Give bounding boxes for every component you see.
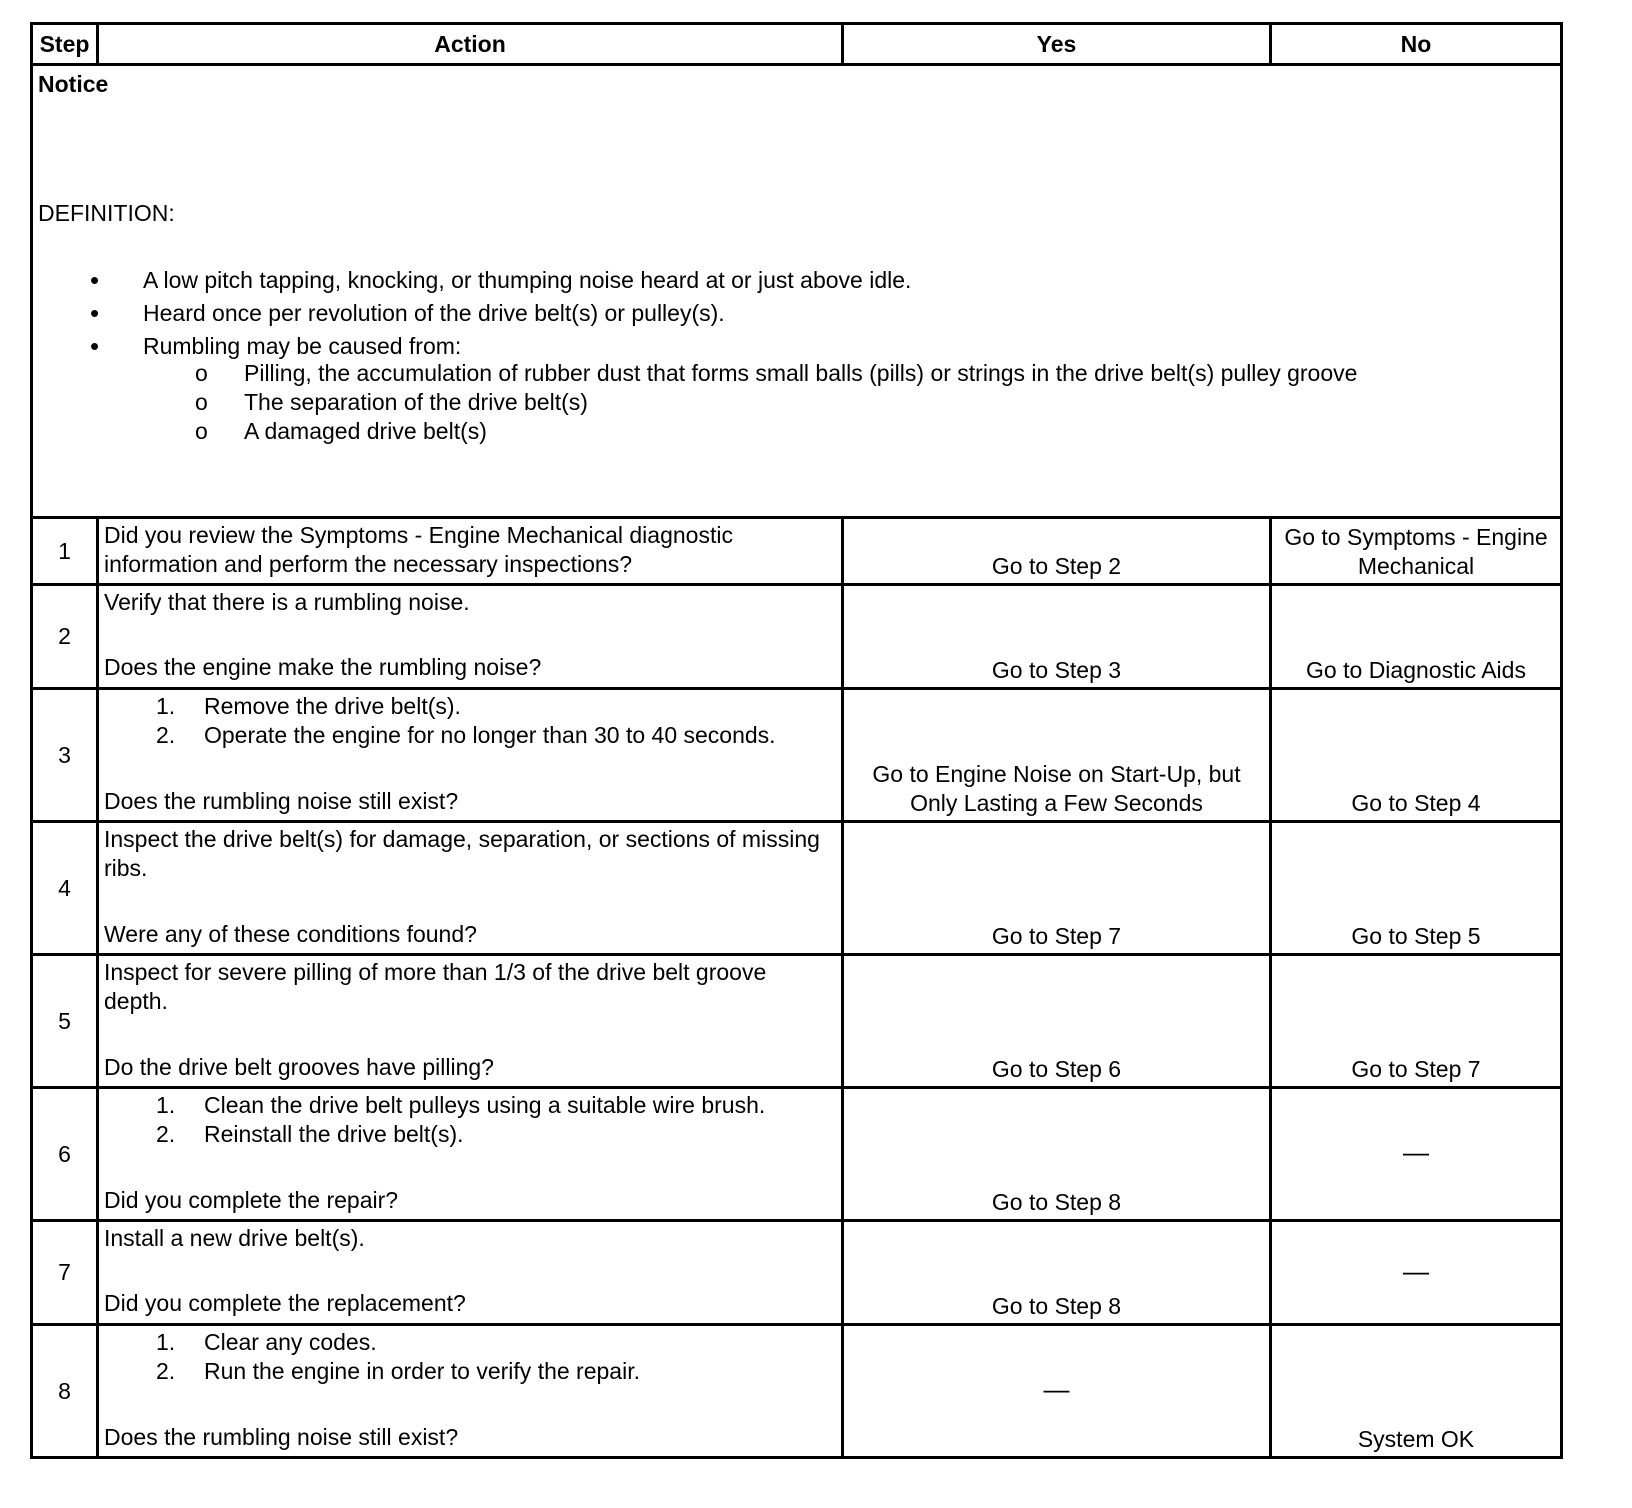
dash-mark: —: [1403, 1137, 1429, 1167]
sub-step: [104, 1091, 836, 1120]
action-cell: [98, 1221, 843, 1325]
action-question: Does the rumbling noise still exist?: [104, 788, 459, 814]
cause-list: [143, 359, 1555, 446]
sub-step: [104, 692, 836, 721]
dash-mark: —: [1403, 1255, 1429, 1286]
no-cell: [1271, 1221, 1562, 1325]
step-number: 1: [32, 518, 98, 585]
action-text: Inspect for severe pilling of more than 1/3 of the drive belt groove depth.: [104, 959, 767, 1014]
sub-step-list: [104, 1328, 836, 1386]
yes-cell: Go to Step 8: [843, 1221, 1271, 1325]
yes-cell: Go to Step 3: [843, 585, 1271, 689]
definition-bullets: [38, 264, 1555, 446]
sub-step-text: Reinstall the drive belt(s).: [204, 1121, 464, 1147]
yes-cell: Go to Engine Noise on Start-Up, but Only Lasting a Few Seconds: [843, 689, 1271, 822]
sub-bullet-item: o A damaged drive belt(s): [143, 417, 1555, 446]
step-row-1: [32, 518, 1562, 585]
action-cell: [98, 689, 843, 822]
no-cell: Go to Diagnostic Aids: [1271, 585, 1562, 689]
sub-step-text: Clear any codes.: [204, 1329, 377, 1355]
yes-cell: Go to Step 8: [843, 1088, 1271, 1221]
action-cell: [98, 955, 843, 1088]
step-number: 7: [32, 1221, 98, 1325]
action-cell: [98, 585, 843, 689]
no-cell: [1271, 1088, 1562, 1221]
bullet-item: • Heard once per revolution of the drive belt(s) or pulley(s).: [38, 297, 1555, 330]
sub-step-list: [104, 692, 836, 750]
sub-bullet-item: o The separation of the drive belt(s): [143, 388, 1555, 417]
sub-step-list: [104, 1091, 836, 1149]
notice-row: [32, 65, 1562, 518]
header-row: [32, 24, 1562, 65]
step-row-8: [32, 1325, 1562, 1458]
sub-step-text: Remove the drive belt(s).: [204, 693, 461, 719]
no-cell: Go to Step 5: [1271, 822, 1562, 955]
step-number: 2: [32, 585, 98, 689]
step-number: 8: [32, 1325, 98, 1458]
sub-step-number: 2.: [156, 1121, 176, 1147]
step-row-6: [32, 1088, 1562, 1221]
step-row-5: [32, 955, 1562, 1088]
step-row-3: [32, 689, 1562, 822]
no-cell: Go to Step 4: [1271, 689, 1562, 822]
yes-cell: Go to Step 7: [843, 822, 1271, 955]
sub-step-number: 2.: [156, 722, 176, 748]
notice-title: Notice: [38, 71, 109, 97]
header-yes: Yes: [843, 24, 1271, 65]
sub-step: [104, 721, 836, 750]
bullet-item: [38, 330, 1555, 446]
action-question: Did you complete the repair?: [104, 1187, 399, 1213]
sub-step-number: 1.: [156, 693, 176, 719]
step-row-2: [32, 585, 1562, 689]
action-cell: [98, 1088, 843, 1221]
sub-bullet-item: o Pilling, the accumulation of rubber dust that forms small balls (pills) or strings in the drive belt(s) pulley groove: [143, 359, 1555, 388]
sub-step-text: Operate the engine for no longer than 30 to 40 seconds.: [204, 722, 776, 748]
sub-step-number: 1.: [156, 1092, 176, 1118]
sub-step: [104, 1357, 836, 1386]
definition-label: DEFINITION:: [38, 200, 175, 226]
notice-cell: [32, 65, 1562, 518]
sub-step-text: Run the engine in order to verify the repair.: [204, 1358, 640, 1384]
yes-cell: Go to Step 6: [843, 955, 1271, 1088]
action-question: Do the drive belt grooves have pilling?: [104, 1054, 494, 1080]
sub-step-number: 2.: [156, 1358, 176, 1384]
no-cell: System OK: [1271, 1325, 1562, 1458]
header-step: Step: [32, 24, 98, 65]
header-action: Action: [98, 24, 843, 65]
no-cell: Go to Step 7: [1271, 955, 1562, 1088]
step-number: 3: [32, 689, 98, 822]
action-question: Did you complete the replacement?: [104, 1290, 466, 1316]
action-text: Install a new drive belt(s).: [104, 1225, 365, 1251]
diagnostic-table: [30, 22, 1563, 1459]
action-question: Does the engine make the rumbling noise?: [104, 654, 542, 680]
action-cell: [98, 518, 843, 585]
step-number: 6: [32, 1088, 98, 1221]
step-row-4: [32, 822, 1562, 955]
action-text: Inspect the drive belt(s) for damage, separation, or sections of missing ribs.: [104, 826, 820, 881]
step-number: 4: [32, 822, 98, 955]
step-row-7: [32, 1221, 1562, 1325]
action-text: Did you review the Symptoms - Engine Mechanical diagnostic information and perform the necessary inspections?: [104, 522, 733, 577]
action-question: Does the rumbling noise still exist?: [104, 1424, 459, 1450]
yes-cell: [843, 1325, 1271, 1458]
action-text: Verify that there is a rumbling noise.: [104, 589, 470, 615]
yes-cell: Go to Step 2: [843, 518, 1271, 585]
action-cell: [98, 1325, 843, 1458]
step-number: 5: [32, 955, 98, 1088]
dash-mark: —: [1043, 1374, 1070, 1404]
sub-step: [104, 1120, 836, 1149]
no-cell: Go to Symptoms - Engine Mechanical: [1271, 518, 1562, 585]
header-no: No: [1271, 24, 1562, 65]
action-cell: [98, 822, 843, 955]
sub-step: [104, 1328, 836, 1357]
sub-step-text: Clean the drive belt pulleys using a suitable wire brush.: [204, 1092, 766, 1118]
bullet-item: • A low pitch tapping, knocking, or thumping noise heard at or just above idle.: [38, 264, 1555, 297]
action-question: Were any of these conditions found?: [104, 921, 477, 947]
sub-step-number: 1.: [156, 1329, 176, 1355]
bullet-text: Rumbling may be caused from:: [143, 333, 462, 359]
